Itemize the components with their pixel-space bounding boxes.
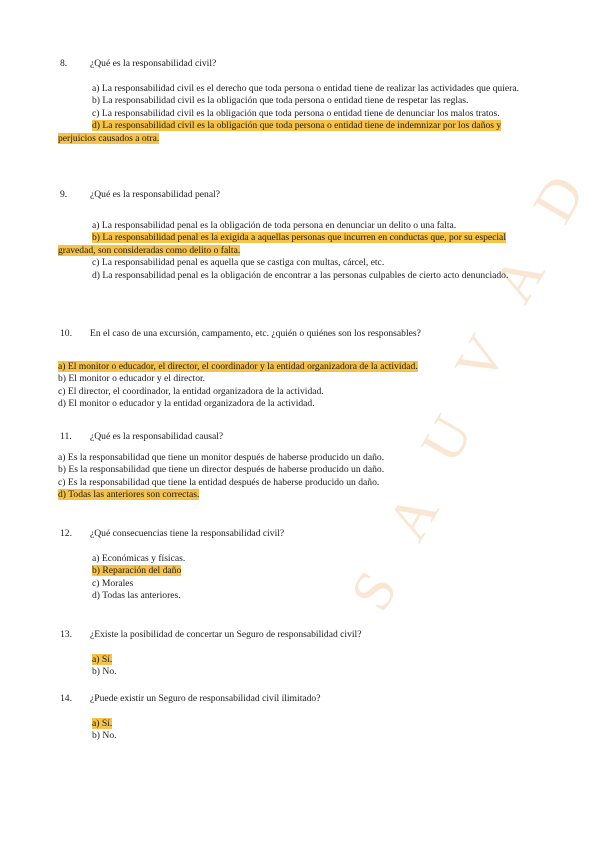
question-number: 13.: [60, 629, 72, 640]
question-number: 11.: [60, 431, 72, 442]
answer-option-c: c) Morales: [92, 577, 134, 589]
question-8: [0, 58, 600, 145]
answer-option-d: [0, 489, 478, 501]
answer-option-b: [58, 232, 534, 257]
answer-option-c: c) La responsabilidad penal es aquella que se castiga con multas, cárcel, etc.: [92, 257, 385, 269]
answer-option-c: c) El director, el coordinador, la entidad organizadora de la actividad.: [58, 385, 324, 397]
question-number: 8.: [60, 58, 68, 69]
answer-option-b: b) La responsabilidad civil es la obligación que toda persona o entidad tiene de respetar las reglas.: [92, 95, 469, 107]
answer-option-d: d) Todas las anteriores.: [92, 590, 181, 602]
question-text: ¿Existe la posibilidad de concertar un Seguro de responsabilidad civil?: [90, 629, 362, 640]
correct-answer-highlight: a) El monitor o educador, el director, el coordinador y la entidad organizadora de la actividad.: [58, 361, 418, 372]
question-text: ¿Qué es la responsabilidad penal?: [90, 189, 220, 200]
question-number: 10.: [60, 328, 72, 339]
question-11: [0, 431, 600, 502]
correct-answer-highlight: d) Todas las anteriores son correctas.: [58, 489, 200, 501]
question-text: ¿Qué es la responsabilidad civil?: [90, 58, 217, 69]
answer-option-a: a) La responsabilidad penal es la obligación de toda persona en denunciar un delito o una falta.: [92, 220, 457, 231]
correct-answer-highlight: a) Sí.: [92, 654, 113, 665]
answer-option-b: b) No.: [92, 666, 117, 678]
watermark-letter: D: [519, 164, 598, 234]
answer-option-a: a) Es la responsabilidad que tiene un monitor después de haberse producido un daño.: [58, 452, 385, 463]
answer-option-a: a) La responsabilidad civil es el derecho que toda persona o entidad tiene de realizar las actividades que quiera.: [92, 83, 520, 94]
question-number: 12.: [60, 528, 72, 539]
correct-answer-highlight: b) Reparación del daño: [92, 565, 182, 577]
answer-option-d: [58, 120, 530, 145]
correct-answer-highlight: d) La responsabilidad civil es la obligación que toda persona o entidad tiene de indemnizar por los daños y perjuicios causados a otra.: [58, 120, 502, 144]
answer-option-b: [0, 565, 532, 577]
question-12: [0, 528, 600, 603]
answer-option-a: [0, 654, 532, 666]
answer-option-d: d) El monitor o educador y la entidad organizadora de la actividad.: [58, 398, 315, 410]
answer-option-c: c) La responsabilidad civil es la obligación que toda persona o entidad tiene de denunciar los malos tratos.: [92, 107, 500, 119]
question-number: 14.: [60, 693, 72, 704]
question-text: ¿Qué es la responsabilidad causal?: [90, 431, 224, 442]
question-number: 9.: [60, 189, 68, 200]
question-14: [0, 693, 600, 743]
answer-option-a: a) Económicas y físicas.: [92, 553, 186, 564]
answer-option-b: b) Es la responsabilidad que tiene un director después de haberse producido un daño.: [58, 464, 385, 476]
correct-answer-highlight: a) Sí.: [92, 718, 113, 729]
watermark-letter: A: [479, 244, 558, 314]
watermark-letter: V: [441, 324, 520, 394]
watermark-letter: A: [373, 482, 452, 552]
question-text: En el caso de una excursión, campamento, etc. ¿quién o quiénes son los responsables?: [90, 328, 421, 339]
answer-option-a: [0, 361, 538, 373]
question-text: ¿Qué consecuencias tiene la responsabilidad civil?: [90, 528, 285, 539]
question-10: [0, 324, 600, 411]
question-text: ¿Puede existir un Seguro de responsabilidad civil ilimitado?: [90, 693, 321, 704]
answer-option-b: b) El monitor o educador y el director.: [58, 373, 206, 385]
correct-answer-highlight: b) La responsabilidad penal es la exigida a aquellas personas que incurren en conductas que, por su especial gravedad, son consideradas como delito o falta.: [58, 232, 506, 256]
question-9: [0, 189, 600, 282]
answer-option-c: c) Es la responsabilidad que tiene la entidad después de haberse producido un daño.: [58, 476, 380, 488]
answer-option-b: b) No.: [92, 730, 117, 742]
answer-option-d: d) La responsabilidad penal es la obligación de encontrar a las personas culpables de cierto acto denunciado.: [92, 269, 509, 281]
watermark-letter: U: [407, 404, 486, 474]
question-13: [0, 629, 600, 679]
watermark-letter: S: [337, 560, 410, 621]
answer-option-a: [0, 718, 532, 730]
